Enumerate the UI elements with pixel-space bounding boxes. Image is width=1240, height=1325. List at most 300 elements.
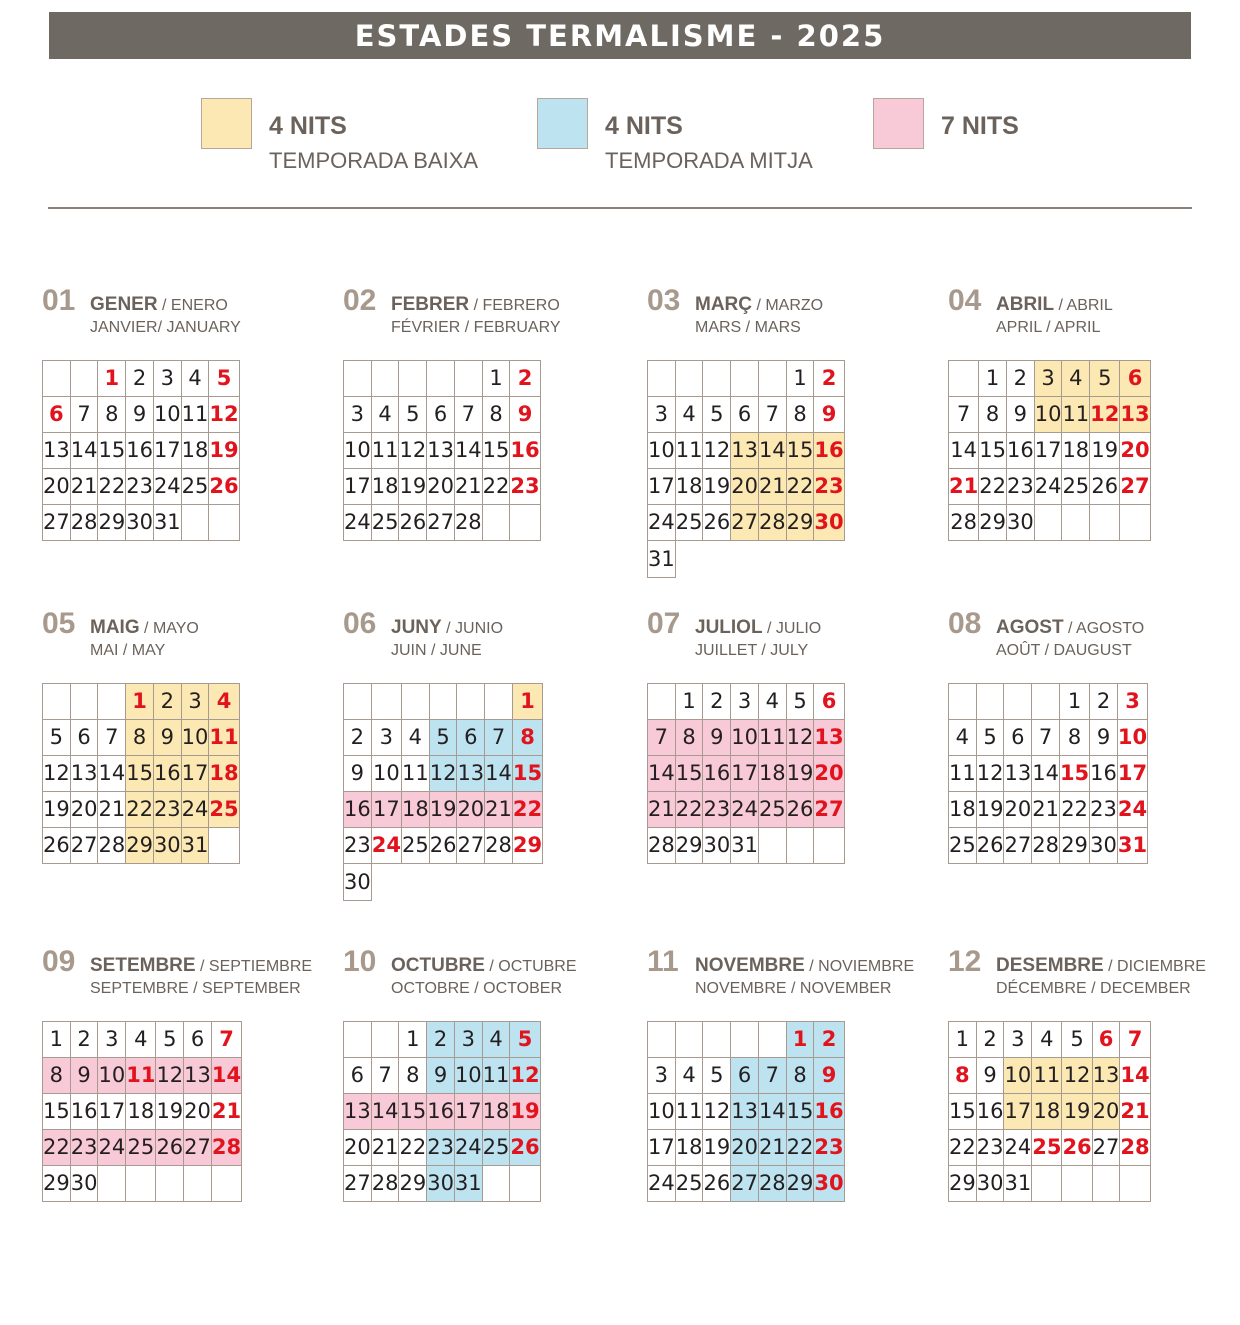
- month-name-catalan: FEBRER: [391, 294, 470, 315]
- day-cell: 18: [1032, 1094, 1062, 1130]
- month-name-spanish: / FEBRERO: [469, 297, 560, 314]
- day-cell: 11: [1062, 397, 1090, 433]
- day-cell: 22: [482, 469, 510, 505]
- day-cell: 10: [731, 720, 759, 756]
- day-cell: 6: [814, 684, 844, 720]
- day-cell: 31: [648, 541, 676, 577]
- day-cell: 15: [126, 756, 154, 792]
- week-row: [949, 792, 1148, 828]
- day-cell: 15: [43, 1094, 71, 1130]
- day-cell: 21: [211, 1094, 241, 1130]
- day-cell: 6: [1004, 720, 1032, 756]
- empty-cell: [482, 1166, 510, 1202]
- day-cell: 23: [703, 792, 731, 828]
- day-cell: 29: [512, 828, 542, 864]
- day-cell: 9: [70, 1058, 98, 1094]
- day-cell: 22: [675, 792, 703, 828]
- legend-swatch-set-nits: [873, 98, 924, 149]
- empty-cell: [648, 1022, 676, 1058]
- day-cell: 8: [979, 397, 1007, 433]
- day-cell: 2: [153, 684, 181, 720]
- week-row: [43, 469, 240, 505]
- day-cell: 11: [126, 1058, 156, 1094]
- day-cell: 13: [70, 756, 98, 792]
- week-row: [344, 361, 541, 397]
- month-number: 07: [647, 607, 681, 640]
- day-cell: 26: [786, 792, 814, 828]
- day-cell: 23: [1090, 792, 1118, 828]
- day-cell: 21: [70, 469, 98, 505]
- day-cell: 16: [510, 433, 540, 469]
- day-cell: 27: [1120, 469, 1150, 505]
- week-row: [648, 397, 845, 433]
- day-cell: 16: [976, 1094, 1004, 1130]
- day-cell: 6: [457, 720, 485, 756]
- week-row: [648, 756, 845, 792]
- day-cell: 17: [731, 756, 759, 792]
- empty-cell: [510, 505, 540, 541]
- empty-cell: [156, 1166, 184, 1202]
- day-cell: 4: [1062, 361, 1090, 397]
- day-cell: 6: [1120, 361, 1150, 397]
- day-cell: 21: [1032, 792, 1060, 828]
- month-name-spanish: / JULIO: [762, 620, 822, 637]
- day-cell: 16: [814, 433, 844, 469]
- day-cell: 26: [703, 1166, 731, 1202]
- month-name: [391, 294, 560, 316]
- day-cell: 24: [344, 505, 372, 541]
- month-name: [695, 294, 823, 316]
- day-cell: 1: [512, 684, 542, 720]
- day-cell: 25: [675, 1166, 703, 1202]
- day-cell: 23: [70, 1130, 98, 1166]
- empty-cell: [371, 1022, 399, 1058]
- day-cell: 10: [454, 1058, 482, 1094]
- day-cell: 18: [675, 469, 703, 505]
- day-cell: 6: [43, 397, 71, 433]
- day-cell: 12: [43, 756, 71, 792]
- month-name-catalan: AGOST: [996, 617, 1064, 638]
- week-row: [43, 756, 240, 792]
- day-cell: 29: [126, 828, 154, 864]
- day-cell: 7: [1032, 720, 1060, 756]
- day-cell: 9: [1006, 397, 1034, 433]
- day-cell: 1: [979, 361, 1007, 397]
- day-cell: 1: [399, 1022, 427, 1058]
- day-cell: 30: [1006, 505, 1034, 541]
- empty-cell: [1092, 1166, 1120, 1202]
- month-name-translations: NOVEMBRE / NOVEMBER: [695, 980, 892, 997]
- day-cell: 5: [429, 720, 457, 756]
- day-cell: 10: [98, 1058, 126, 1094]
- day-cell: 24: [1117, 792, 1147, 828]
- week-row: [648, 1094, 845, 1130]
- day-cell: 24: [371, 828, 401, 864]
- week-row: [43, 720, 240, 756]
- day-cell: 3: [98, 1022, 126, 1058]
- day-cell: 17: [1004, 1094, 1032, 1130]
- day-cell: 6: [1092, 1022, 1120, 1058]
- day-cell: 15: [786, 1094, 814, 1130]
- month-name-spanish: / NOVIEMBRE: [804, 958, 915, 975]
- empty-cell: [1062, 1166, 1092, 1202]
- month-name: [391, 955, 577, 977]
- day-cell: 28: [758, 1166, 786, 1202]
- empty-cell: [1090, 505, 1120, 541]
- day-cell: 18: [371, 469, 399, 505]
- month-name: [90, 955, 312, 977]
- empty-cell: [1032, 684, 1060, 720]
- day-cell: 23: [814, 469, 844, 505]
- day-cell: 8: [512, 720, 542, 756]
- month-name-translations: SEPTEMBRE / SEPTEMBER: [90, 980, 301, 997]
- day-cell: 11: [209, 720, 239, 756]
- day-cell: 29: [786, 1166, 814, 1202]
- day-cell: 27: [344, 1166, 372, 1202]
- week-row: [648, 1058, 845, 1094]
- day-cell: 30: [153, 828, 181, 864]
- week-row: [949, 1094, 1151, 1130]
- empty-cell: [814, 828, 844, 864]
- empty-cell: [1032, 1166, 1062, 1202]
- day-cell: 14: [949, 433, 979, 469]
- page-title: ESTADES TERMALISME - 2025: [49, 12, 1191, 59]
- week-row: [648, 720, 845, 756]
- day-cell: 15: [949, 1094, 977, 1130]
- day-cell: 30: [126, 505, 154, 541]
- day-cell: 9: [427, 1058, 455, 1094]
- day-cell: 16: [126, 433, 154, 469]
- day-cell: 25: [371, 505, 399, 541]
- day-cell: 31: [454, 1166, 482, 1202]
- day-cell: 11: [758, 720, 786, 756]
- day-cell: 3: [1034, 361, 1062, 397]
- day-cell: 10: [1034, 397, 1062, 433]
- day-cell: 10: [1117, 720, 1147, 756]
- month-name-translations: MAI / MAY: [90, 642, 166, 659]
- empty-cell: [1120, 1166, 1150, 1202]
- day-cell: 9: [814, 397, 844, 433]
- day-cell: 8: [399, 1058, 427, 1094]
- legend-title: 7 NITS: [941, 112, 1019, 140]
- empty-cell: [675, 1022, 703, 1058]
- week-row: [344, 505, 541, 541]
- day-cell: 16: [70, 1094, 98, 1130]
- empty-cell: [1004, 684, 1032, 720]
- day-cell: 8: [949, 1058, 977, 1094]
- day-cell: 2: [814, 1022, 844, 1058]
- day-cell: 28: [1120, 1130, 1150, 1166]
- month-name-catalan: DESEMBRE: [996, 955, 1104, 976]
- day-cell: 17: [1117, 756, 1147, 792]
- day-cell: 21: [758, 469, 786, 505]
- day-cell: 18: [209, 756, 239, 792]
- day-cell: 24: [1034, 469, 1062, 505]
- day-cell: 27: [1004, 828, 1032, 864]
- day-cell: 18: [482, 1094, 510, 1130]
- day-cell: 23: [1006, 469, 1034, 505]
- month-grid: [343, 683, 543, 901]
- day-cell: 19: [429, 792, 457, 828]
- day-cell: 28: [485, 828, 513, 864]
- day-cell: 16: [814, 1094, 844, 1130]
- week-row: [344, 469, 541, 505]
- week-row: [43, 397, 240, 433]
- empty-cell: [371, 684, 401, 720]
- week-row: [344, 1130, 541, 1166]
- month-name-spanish: / MAYO: [139, 620, 199, 637]
- day-cell: 28: [70, 505, 98, 541]
- week-row: [949, 720, 1148, 756]
- day-cell: 5: [976, 720, 1004, 756]
- empty-cell: [429, 684, 457, 720]
- day-cell: 15: [675, 756, 703, 792]
- month-grid: [42, 1021, 242, 1202]
- day-cell: 27: [70, 828, 98, 864]
- day-cell: 31: [1004, 1166, 1032, 1202]
- day-cell: 4: [675, 1058, 703, 1094]
- day-cell: 23: [427, 1130, 455, 1166]
- empty-cell: [209, 505, 239, 541]
- day-cell: 8: [1059, 720, 1089, 756]
- empty-cell: [1120, 505, 1150, 541]
- day-cell: 26: [429, 828, 457, 864]
- week-row: [648, 1166, 845, 1202]
- day-cell: 9: [344, 756, 372, 792]
- month-name-translations: OCTOBRE / OCTOBER: [391, 980, 562, 997]
- day-cell: 6: [70, 720, 98, 756]
- day-cell: 28: [211, 1130, 241, 1166]
- day-cell: 5: [786, 684, 814, 720]
- day-cell: 21: [371, 1130, 399, 1166]
- day-cell: 7: [98, 720, 126, 756]
- day-cell: 16: [427, 1094, 455, 1130]
- divider: [48, 207, 1192, 209]
- day-cell: 3: [344, 397, 372, 433]
- day-cell: 8: [675, 720, 703, 756]
- month-name-translations: JUIN / JUNE: [391, 642, 482, 659]
- day-cell: 31: [153, 505, 181, 541]
- day-cell: 7: [758, 397, 786, 433]
- day-cell: 25: [401, 828, 429, 864]
- empty-cell: [344, 684, 372, 720]
- week-row: [648, 684, 845, 720]
- day-cell: 2: [70, 1022, 98, 1058]
- day-cell: 16: [1090, 756, 1118, 792]
- empty-cell: [786, 828, 814, 864]
- day-cell: 11: [482, 1058, 510, 1094]
- month-name: [695, 617, 821, 639]
- week-row: [949, 361, 1151, 397]
- day-cell: 29: [1059, 828, 1089, 864]
- day-cell: 3: [153, 361, 181, 397]
- day-cell: 24: [731, 792, 759, 828]
- day-cell: 28: [758, 505, 786, 541]
- week-row: [648, 1022, 845, 1058]
- empty-cell: [648, 361, 676, 397]
- day-cell: 30: [1090, 828, 1118, 864]
- month-grid: [647, 683, 845, 864]
- month-name-translations: AOÛT / DAUGUST: [996, 642, 1132, 659]
- day-cell: 14: [758, 1094, 786, 1130]
- day-cell: 4: [181, 361, 209, 397]
- empty-cell: [401, 684, 429, 720]
- empty-cell: [758, 1022, 786, 1058]
- day-cell: 1: [98, 361, 126, 397]
- day-cell: 30: [703, 828, 731, 864]
- day-cell: 1: [786, 361, 814, 397]
- day-cell: 28: [98, 828, 126, 864]
- day-cell: 12: [156, 1058, 184, 1094]
- day-cell: 22: [786, 469, 814, 505]
- day-cell: 20: [457, 792, 485, 828]
- day-cell: 20: [1004, 792, 1032, 828]
- month-name-catalan: NOVEMBRE: [695, 955, 805, 976]
- week-row: [43, 684, 240, 720]
- month-name-translations: DÉCEMBRE / DECEMBER: [996, 980, 1191, 997]
- day-cell: 12: [209, 397, 239, 433]
- day-cell: 9: [703, 720, 731, 756]
- month-number: 05: [42, 607, 76, 640]
- day-cell: 13: [814, 720, 844, 756]
- day-cell: 22: [43, 1130, 71, 1166]
- month-name-spanish: / JUNIO: [441, 620, 504, 637]
- day-cell: 14: [758, 433, 786, 469]
- day-cell: 15: [399, 1094, 427, 1130]
- week-row: [648, 433, 845, 469]
- day-cell: 11: [675, 1094, 703, 1130]
- day-cell: 8: [786, 397, 814, 433]
- empty-cell: [211, 1166, 241, 1202]
- month-grid: [948, 683, 1148, 864]
- week-row: [344, 1094, 541, 1130]
- day-cell: 26: [156, 1130, 184, 1166]
- week-row: [648, 505, 845, 541]
- empty-cell: [758, 361, 786, 397]
- day-cell: 10: [371, 756, 401, 792]
- day-cell: 25: [675, 505, 703, 541]
- day-cell: 14: [371, 1094, 399, 1130]
- legend-swatch-baixa: [201, 98, 252, 149]
- day-cell: 2: [1006, 361, 1034, 397]
- month-name-spanish: / MARZO: [752, 297, 824, 314]
- day-cell: 16: [1006, 433, 1034, 469]
- day-cell: 24: [98, 1130, 126, 1166]
- month-name-translations: JANVIER/ JANUARY: [90, 319, 241, 336]
- day-cell: 21: [648, 792, 676, 828]
- legend-swatch-mitja: [537, 98, 588, 149]
- empty-cell: [949, 684, 977, 720]
- day-cell: 25: [209, 792, 239, 828]
- month-name-catalan: OCTUBRE: [391, 955, 485, 976]
- empty-cell: [43, 684, 71, 720]
- day-cell: 3: [1004, 1022, 1032, 1058]
- day-cell: 30: [814, 1166, 844, 1202]
- week-row: [949, 469, 1151, 505]
- empty-cell: [126, 1166, 156, 1202]
- empty-cell: [98, 1166, 126, 1202]
- day-cell: 1: [949, 1022, 977, 1058]
- day-cell: 4: [675, 397, 703, 433]
- week-row: [949, 505, 1151, 541]
- day-cell: 24: [648, 1166, 676, 1202]
- legend-title: 4 NITS: [605, 112, 683, 140]
- month-name-spanish: / AGOSTO: [1063, 620, 1145, 637]
- day-cell: 8: [98, 397, 126, 433]
- day-cell: 21: [758, 1130, 786, 1166]
- day-cell: 22: [949, 1130, 977, 1166]
- day-cell: 22: [1059, 792, 1089, 828]
- day-cell: 12: [1062, 1058, 1092, 1094]
- day-cell: 13: [731, 1094, 759, 1130]
- week-row: [43, 505, 240, 541]
- day-cell: 9: [976, 1058, 1004, 1094]
- day-cell: 2: [1090, 684, 1118, 720]
- day-cell: 25: [126, 1130, 156, 1166]
- day-cell: 21: [949, 469, 979, 505]
- day-cell: 3: [454, 1022, 482, 1058]
- month-name-translations: MARS / MARS: [695, 319, 801, 336]
- day-cell: 8: [126, 720, 154, 756]
- day-cell: 22: [399, 1130, 427, 1166]
- day-cell: 23: [153, 792, 181, 828]
- month-grid: [647, 1021, 845, 1202]
- day-cell: 7: [949, 397, 979, 433]
- month-grid: [42, 683, 240, 864]
- day-cell: 30: [976, 1166, 1004, 1202]
- day-cell: 1: [126, 684, 154, 720]
- day-cell: 18: [126, 1094, 156, 1130]
- day-cell: 7: [1120, 1022, 1150, 1058]
- week-row: [43, 1094, 242, 1130]
- empty-cell: [703, 361, 731, 397]
- empty-cell: [399, 361, 427, 397]
- day-cell: 12: [510, 1058, 540, 1094]
- day-cell: 24: [454, 1130, 482, 1166]
- day-cell: 15: [786, 433, 814, 469]
- day-cell: 5: [1090, 361, 1120, 397]
- day-cell: 30: [814, 505, 844, 541]
- day-cell: 5: [399, 397, 427, 433]
- week-row: [949, 756, 1148, 792]
- day-cell: 13: [184, 1058, 212, 1094]
- day-cell: 13: [43, 433, 71, 469]
- day-cell: 4: [401, 720, 429, 756]
- empty-cell: [1062, 505, 1090, 541]
- empty-cell: [70, 361, 98, 397]
- day-cell: 24: [153, 469, 181, 505]
- day-cell: 17: [98, 1094, 126, 1130]
- week-row: [344, 433, 541, 469]
- month-name: [996, 294, 1113, 316]
- week-row: [648, 361, 845, 397]
- day-cell: 8: [482, 397, 510, 433]
- day-cell: 28: [648, 828, 676, 864]
- day-cell: 17: [1034, 433, 1062, 469]
- day-cell: 22: [98, 469, 126, 505]
- empty-cell: [1034, 505, 1062, 541]
- month-name-catalan: SETEMBRE: [90, 955, 196, 976]
- week-row: [344, 756, 543, 792]
- empty-cell: [482, 505, 510, 541]
- empty-cell: [184, 1166, 212, 1202]
- day-cell: 2: [814, 361, 844, 397]
- day-cell: 1: [675, 684, 703, 720]
- day-cell: 5: [703, 1058, 731, 1094]
- day-cell: 26: [1090, 469, 1120, 505]
- month-name: [90, 294, 228, 316]
- day-cell: 19: [976, 792, 1004, 828]
